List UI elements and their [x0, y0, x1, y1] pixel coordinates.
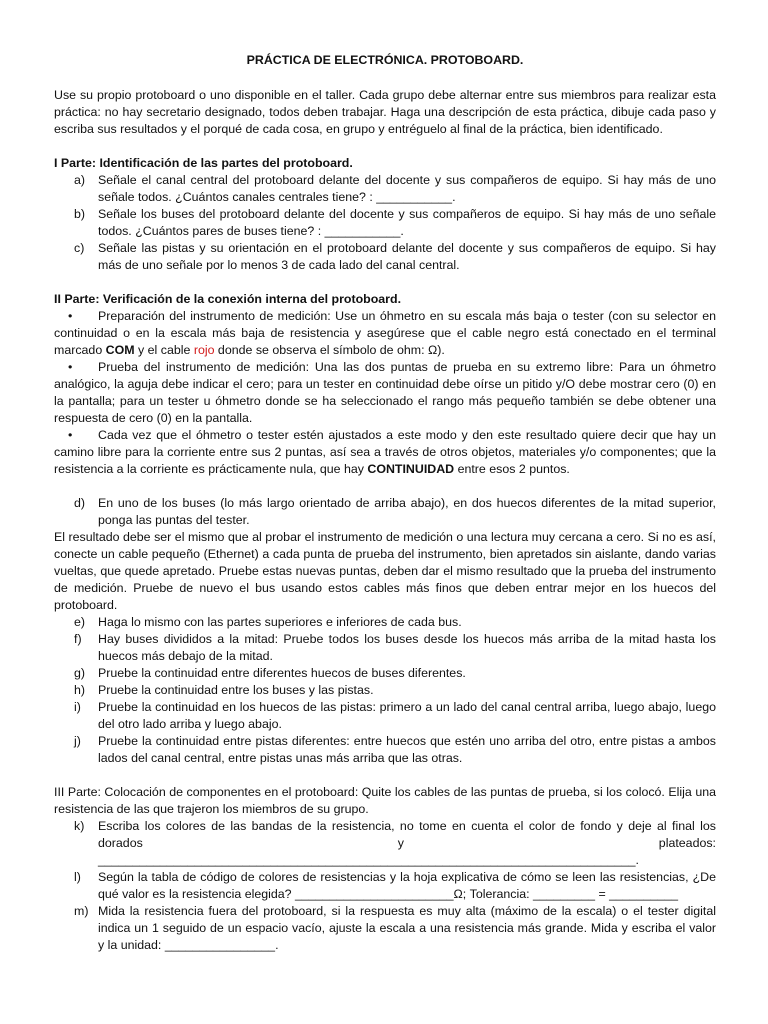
bullet-text: donde se observa el símbolo de ohm: Ω). — [214, 343, 445, 357]
item-text: Mida la resistencia fuera del protoboard, si la respuesta es muy alta (máximo de la escala) o el tester digital indica un 1 seguido de un espacio vacío, ajuste la escala a una resistencia más grande. Mida y escriba el valor y la unidad: ________________. — [98, 904, 716, 952]
item-label: j) — [74, 734, 81, 748]
list-item — [54, 240, 716, 274]
bullet-text: entre esos 2 puntos. — [454, 462, 570, 476]
list-item — [54, 206, 716, 240]
item-label: e) — [74, 615, 86, 629]
section-heading-part3 — [54, 784, 716, 818]
item-text: Señale las pistas y su orientación en el protoboard delante del docente y sus compañeros de equipo. Si hay más de uno señale por lo menos 3 de cada lado del canal central. — [98, 241, 716, 272]
item-label: a) — [74, 173, 86, 187]
bullet-item — [54, 427, 716, 478]
item-text: Pruebe la continuidad entre diferentes huecos de buses diferentes. — [98, 666, 466, 680]
bullet-icon: • — [68, 360, 73, 374]
item-label: f) — [74, 632, 82, 646]
item-label: g) — [74, 666, 86, 680]
bullet-icon: • — [68, 428, 73, 442]
page-title: PRÁCTICA DE ELECTRÓNICA. PROTOBOARD. — [246, 53, 524, 67]
item-label: m) — [74, 904, 89, 918]
list-item — [54, 699, 716, 733]
item-text: En uno de los buses (lo más largo orientado de arriba abajo), en dos huecos diferentes de la mitad superior, ponga las puntas del tester. — [98, 496, 716, 527]
list-item — [54, 631, 716, 665]
list-item — [54, 682, 716, 699]
item-label: d) — [74, 496, 86, 510]
bullet-item — [54, 308, 716, 359]
section-heading-part1: I Parte: Identificación de las partes del protoboard. — [54, 156, 353, 170]
bullet-text: Cada vez que el óhmetro o tester estén ajustados a este modo y den este resultado quiere decir que hay un camino libre para la corriente entre sus 2 puntas, así sea a través de otros objetos, materiales y/o componentes; que la resistencia a la corriente es prácticamente nula, que hay — [54, 428, 716, 476]
bullet-icon: • — [68, 309, 73, 323]
rojo-label: rojo — [193, 343, 215, 357]
list-item — [54, 818, 716, 869]
item-label: c) — [74, 241, 85, 255]
intro-paragraph: Use su propio protoboard o uno disponible en el taller. Cada grupo debe alternar entre sus miembros para realizar esta práctica: no hay secretario designado, todos deben trabajar. Haga una descripción de esta práctica, dibuje cada paso y escriba sus resultados y el porqué de cada cosa, en grupo y entréguelo al final de la práctica, bien identificado. — [54, 88, 716, 136]
item-text: Escriba los colores de las bandas de la resistencia, no tome en cuenta el color de fondo y deje al final los dorados y plateados: ______________________________________________________________________________. — [98, 819, 716, 867]
com-label: COM — [105, 343, 135, 357]
item-text: Pruebe la continuidad entre los buses y las pistas. — [98, 683, 374, 697]
list-item — [54, 495, 716, 529]
document-page — [54, 52, 716, 954]
bullet-item — [54, 359, 716, 427]
section-heading-part2: II Parte: Verificación de la conexión interna del protoboard. — [54, 292, 402, 306]
item-text: Señale los buses del protoboard delante del docente y sus compañeros de equipo. Si hay más de uno señale todos. ¿Cuántos pares de buses tiene? : ___________. — [98, 207, 716, 238]
item-text: Según la tabla de código de colores de resistencias y la hoja explicativa de cómo se leen las resistencias, ¿De qué valor es la resistencia elegida? _______________________Ω; Tolerancia: _________ = __________ — [98, 870, 716, 901]
item-text: Haga lo mismo con las partes superiores e inferiores de cada bus. — [98, 615, 462, 629]
item-label: k) — [74, 819, 85, 833]
list-item — [54, 172, 716, 206]
list-item — [54, 614, 716, 631]
section-heading-text: III Parte: Colocación de componentes en el protoboard: — [54, 785, 359, 799]
bullet-text: Preparación del instrumento de medición: Use un óhmetro en su escala más baja o tester (con su selector en continuidad o en la escala más baja de resistencia y asegúrese que el cable negro está conectado en el terminal marcado — [54, 309, 716, 357]
result-paragraph: El resultado debe ser el mismo que al probar el instrumento de medición o una lectura muy cercana a cero. Si no es así, conecte un cable pequeño (Ethernet) a cada punta de prueba del instrumento, bien apretados sin aislante, dando varias vueltas, que quede apretado. Pruebe estas nuevas puntas, deben dar el mismo resultado que la prueba del instrumento de medición. Pruebe de nuevo el bus usando estos cables más finos que deben entrar mejor en los huecos del protoboard. — [54, 530, 716, 612]
continuidad-label: CONTINUIDAD — [367, 462, 455, 476]
item-text: Pruebe la continuidad entre pistas diferentes: entre huecos que estén uno arriba del otro, entre pistas a ambos lados del canal central, entre pistas unas más arriba que las otras. — [98, 734, 716, 765]
bullet-text: y el cable — [134, 343, 194, 357]
item-label: l) — [74, 870, 81, 884]
item-text: Señale el canal central del protoboard delante del docente y sus compañeros de equipo. Si hay más de uno señale todos. ¿Cuántos canales centrales tiene? : ___________. — [98, 173, 716, 204]
list-item — [54, 869, 716, 903]
bullet-text: Prueba del instrumento de medición: Una las dos puntas de prueba en su extremo libre: Para un óhmetro analógico, la aguja debe indicar el cero; para un tester en continuidad debe oírse un pitido y/O debe mostrar cero (0) en la pantalla; para un tester u óhmetro donde se ha seleccionado el rango más pequeño también se debe obtener una respuesta de cero (0) en la pantalla. — [54, 360, 716, 425]
item-text: Pruebe la continuidad en los huecos de las pistas: primero a un lado del canal central arriba, luego abajo, luego del otro lado arriba y luego abajo. — [98, 700, 716, 731]
list-item — [54, 665, 716, 682]
section-heading-rest: Quite los cables de las puntas de prueba, si los colocó. Elija una resistencia de las que trajeron los miembros de su grupo. — [54, 785, 716, 816]
list-item — [54, 903, 716, 954]
item-label: h) — [74, 683, 86, 697]
item-label: b) — [74, 207, 86, 221]
list-item — [54, 733, 716, 767]
item-text: Hay buses divididos a la mitad: Pruebe todos los buses desde los huecos más arriba de la mitad hasta los huecos más debajo de la mitad. — [98, 632, 716, 663]
item-label: i) — [74, 700, 81, 714]
